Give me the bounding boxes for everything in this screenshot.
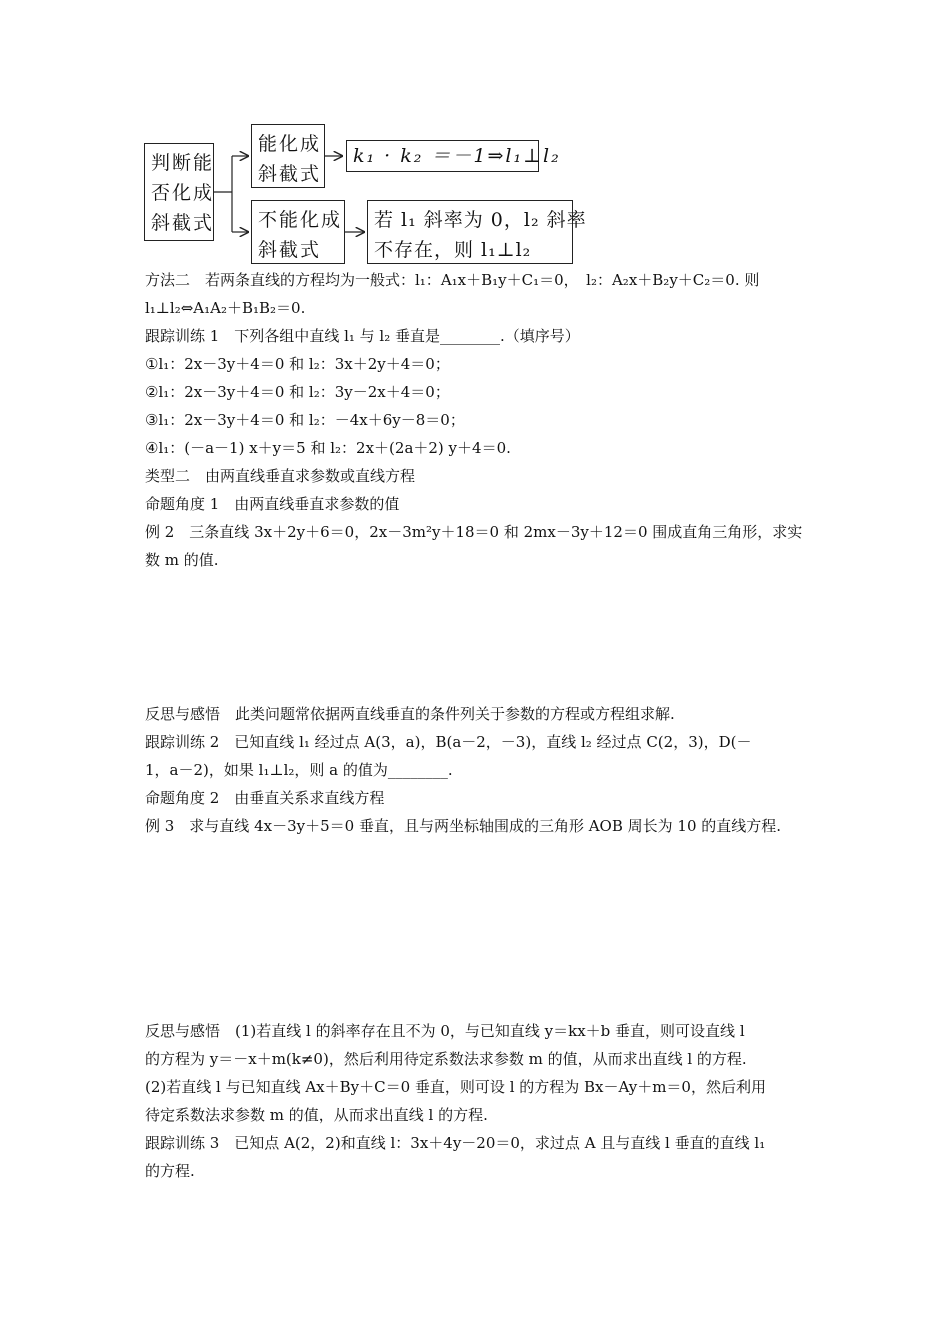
reflection-text-cont: 的方程为 y＝－x＋m(k≠0)，然后利用待定系数法求参数 m 的值，从而求出直线 l 的方程. [145,1050,747,1068]
reflection-text: 反思与感悟 此类问题常依据两直线垂直的条件列关于参数的方程或方程组求解. [145,705,675,723]
method-two-line: 方法二 若两条直线的方程均为一般式：l₁：A₁x＋B₁y＋C₁＝0， l₂：A₂x＋B₂y＋C₂＝0. 则 [145,271,760,289]
flow-no-result-box [367,200,587,264]
flow-no-line: 斜截式 [258,239,322,261]
exercise-1-option: ②l₁：2x－3y＋4＝0 和 l₂：3y－2x＋4＝0； [145,383,450,401]
exercise-1-option: ③l₁：2x－3y＋4＝0 和 l₂：－4x＋6y－8＝0； [145,411,465,429]
flow-no-box [251,200,345,264]
exercise-3-text: 跟踪训练 3 已知点 A(2，2)和直线 l：3x＋4y－20＝0，求过点 A 且与直线 l 垂直的直线 l₁ [145,1134,766,1152]
flow-root-box [144,143,214,241]
exercise-2-text: 跟踪训练 2 已知直线 l₁ 经过点 A(3，a)，B(a－2，－3)，直线 l₂ 经过点 C(2，3)，D(－ [145,733,752,751]
exercise-2-text-cont: 1，a－2)，如果 l₁⊥l₂，则 a 的值为________. [145,761,453,779]
exercise-1-option: ④l₁：(－a－1) x＋y＝5 和 l₂：2x＋(2a＋2) y＋4＝0. [145,439,511,457]
exercise-1-title: 跟踪训练 1 下列各组中直线 l₁ 与 l₂ 垂直是________.（填序号） [145,327,580,345]
flow-root-line: 否化成 [151,182,215,204]
section-heading: 类型二 由两直线垂直求参数或直线方程 [145,467,416,485]
example-2-text: 例 2 三条直线 3x＋2y＋6＝0，2x－3m²y＋18＝0 和 2mx－3y＋12＝0 围成直角三角形，求实 [145,523,803,541]
exercise-1-option: ①l₁：2x－3y＋4＝0 和 l₂：3x＋2y＋4＝0； [145,355,450,373]
flow-root-line: 判断能 [151,152,215,174]
flow-no-result-line: 不存在，则 l₁⊥l₂ [374,239,532,261]
flow-yes-result-box [346,140,561,172]
flow-yes-box [251,124,325,188]
flow-no-result-line: 若 l₁ 斜率为 0，l₂ 斜率 [374,209,587,231]
flow-yes-line: 能化成 [258,133,322,155]
reflection-text-cont: (2)若直线 l 与已知直线 Ax＋By＋C＝0 垂直，则可设 l 的方程为 Bx－Ay＋m＝0，然后利用 [145,1078,766,1096]
flow-no-line: 不能化成 [258,209,343,231]
example-2-text-cont: 数 m 的值. [145,551,219,569]
subsection-heading: 命题角度 1 由两直线垂直求参数的值 [145,495,400,513]
flow-yes-line: 斜截式 [258,163,322,185]
reflection-text: 反思与感悟 (1)若直线 l 的斜率存在且不为 0，与已知直线 y＝kx＋b 垂直，则可设直线 l [145,1022,745,1040]
method-two-condition: l₁⊥l₂⇔A₁A₂＋B₁B₂＝0. [145,299,306,317]
reflection-text-cont: 待定系数法求参数 m 的值，从而求出直线 l 的方程. [145,1106,488,1124]
subsection-heading: 命题角度 2 由垂直关系求直线方程 [145,789,385,807]
exercise-3-text-cont: 的方程. [145,1162,195,1180]
flow-yes-result: k₁ · k₂ ＝－1⇒l₁⊥l₂ [353,145,561,167]
flow-root-line: 斜截式 [151,212,215,234]
example-3-text: 例 3 求与直线 4x－3y＋5＝0 垂直，且与两坐标轴围成的三角形 AOB 周长为 10 的直线方程. [145,817,782,835]
